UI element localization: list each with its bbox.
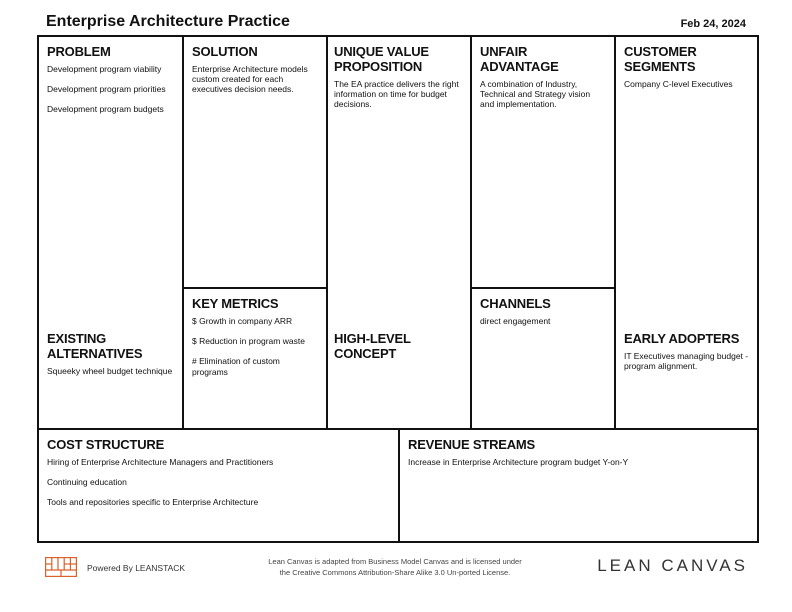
key-metrics-section (183, 288, 327, 429)
unfair-advantage-heading: UNFAIR ADVANTAGE (480, 44, 559, 74)
key-metrics-item: # Elimination of custom programs (192, 356, 280, 377)
customer-segments-heading: CUSTOMER SEGMENTS (624, 44, 697, 74)
leanstack-logo-icon (45, 557, 77, 577)
early-adopters-item: IT Executives managing budget - program alignment. (624, 351, 749, 372)
cost-structure-heading: COST STRUCTURE (47, 437, 165, 452)
cost-structure-item: Tools and repositories specific to Enterprise Architecture (47, 497, 259, 508)
powered-by-text: Powered By LEANSTACK (87, 563, 186, 573)
lean-canvas (37, 35, 759, 543)
channels-section (471, 288, 615, 429)
existing-alternatives-heading: EXISTING ALTERNATIVES (47, 331, 143, 361)
key-metrics-item: $ Growth in company ARR (192, 316, 293, 326)
revenue-streams-section (399, 429, 757, 541)
existing-alternatives-item: Squeeky wheel budget technique (47, 366, 173, 376)
customer-segments-section (615, 37, 757, 429)
problem-item: Development program priorities (47, 84, 166, 95)
channels-item: direct engagement (480, 316, 551, 326)
license-line: the Creative Commons Attribution-Share Alike 3.0 Un-ported License. (279, 567, 511, 577)
uvp-section (327, 37, 471, 429)
problem-section (39, 37, 183, 429)
high-level-concept-heading: HIGH-LEVEL CONCEPT (334, 331, 411, 361)
problem-heading: PROBLEM (47, 44, 111, 59)
solution-section (183, 37, 327, 288)
uvp-item: The EA practice delivers the right information on time for budget decisions. (334, 79, 459, 110)
revenue-streams-heading: REVENUE STREAMS (408, 437, 536, 452)
key-metrics-heading: KEY METRICS (192, 296, 279, 311)
key-metrics-item: $ Reduction in program waste (192, 336, 305, 347)
channels-heading: CHANNELS (480, 296, 551, 311)
lean-canvas-brand: LEAN CANVAS (597, 556, 748, 575)
unfair-advantage-item: A combination of Industry, Technical and Strategy vision and implementation. (480, 79, 591, 110)
customer-segments-item: Company C-level Executives (624, 79, 733, 89)
uvp-heading: UNIQUE VALUE PROPOSITION (334, 44, 429, 74)
cost-structure-item: Hiring of Enterprise Architecture Managers and Practitioners (47, 457, 274, 467)
problem-item: Development program viability (47, 64, 162, 74)
page-title: Enterprise Architecture Practice (46, 13, 290, 30)
license-line: Lean Canvas is adapted from Business Model Canvas and is licensed under (268, 557, 522, 566)
solution-item: Enterprise Architecture models custom created for each executives decision needs. (192, 64, 308, 95)
license-notice (230, 557, 560, 578)
canvas-date: Feb 24, 2024 (680, 18, 746, 30)
revenue-streams-item: Increase in Enterprise Architecture program budget Y-on-Y (408, 457, 629, 467)
solution-heading: SOLUTION (192, 44, 258, 59)
cost-structure-item: Continuing education (47, 477, 127, 488)
cost-structure-section (39, 429, 399, 541)
problem-item: Development program budgets (47, 104, 164, 115)
early-adopters-heading: EARLY ADOPTERS (624, 331, 740, 346)
unfair-advantage-section (471, 37, 615, 288)
